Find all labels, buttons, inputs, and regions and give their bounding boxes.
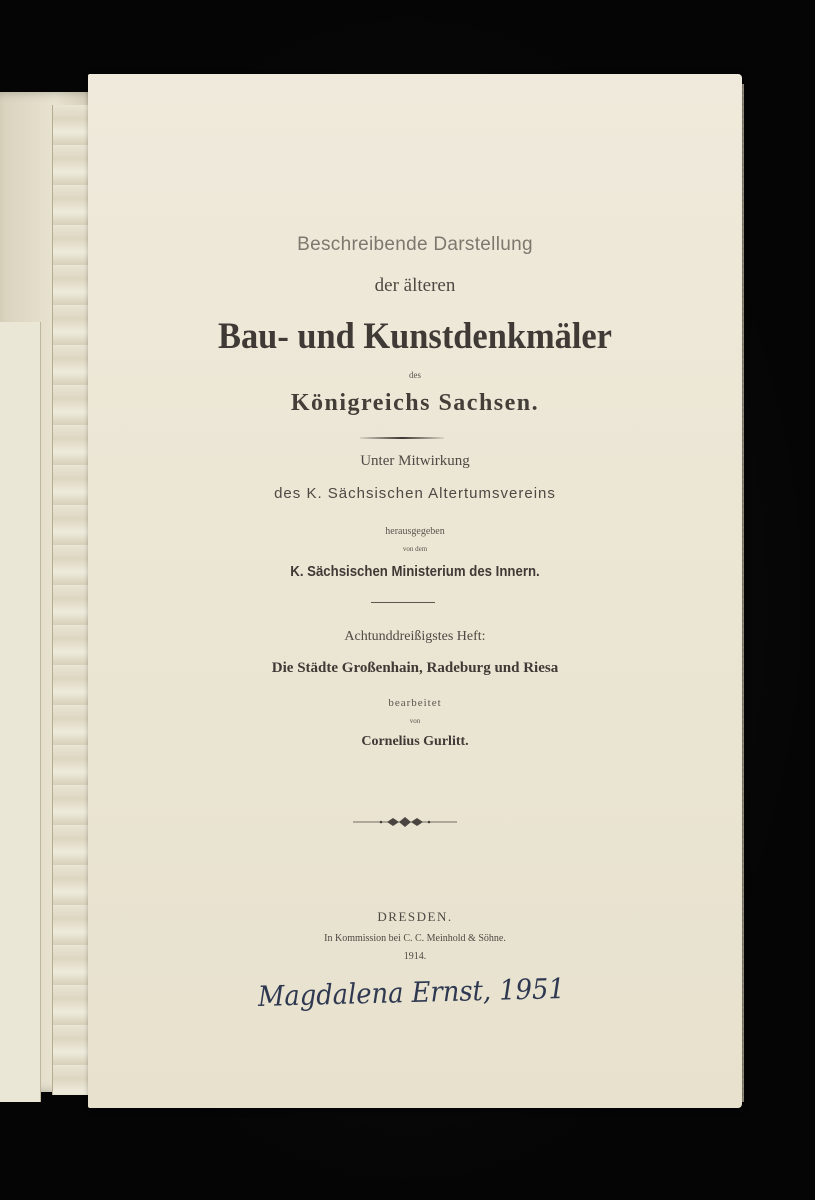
by-line: von — [409, 717, 421, 725]
divider-rule-2 — [371, 602, 435, 603]
subtitle-line-2: der älteren — [374, 275, 456, 296]
kingdom-title: Königreichs Sachsen. — [290, 390, 540, 416]
publisher-line: In Kommission bei C. C. Meinhold & Söhne. — [324, 933, 506, 944]
handwritten-signature: Magdalena Ernst, 1951 — [257, 971, 566, 1013]
subtitle-line-1: Beschreibende Darstellung — [297, 234, 533, 255]
year-line: 1914. — [403, 951, 427, 962]
title-page-content — [88, 74, 742, 1108]
by-the-line: von dem — [402, 545, 428, 553]
divider-rule-1 — [360, 437, 444, 439]
ministry-line: K. Sächsischen Ministerium des Innern. — [290, 563, 540, 580]
connector-des: des — [409, 370, 421, 380]
cooperation-line: Unter Mitwirkung — [360, 453, 470, 469]
issue-title-line: Die Städte Großenhain, Radeburg und Riesa — [271, 660, 559, 676]
city-line: DRESDEN. — [377, 909, 453, 924]
issue-number-line: Achtunddreißigstes Heft: — [344, 629, 486, 644]
published-line: herausgegeben — [385, 526, 445, 537]
society-line: des K. Sächsischen Altertumsvereins — [274, 485, 556, 502]
title-page — [88, 74, 742, 1108]
edited-line: bearbeitet — [388, 697, 442, 709]
main-title: Bau- und Kunstdenkmäler — [218, 316, 612, 357]
back-cover-inner-paper — [0, 322, 41, 1102]
ornament-divider-icon — [353, 815, 457, 829]
author-line: Cornelius Gurlitt. — [361, 734, 469, 749]
